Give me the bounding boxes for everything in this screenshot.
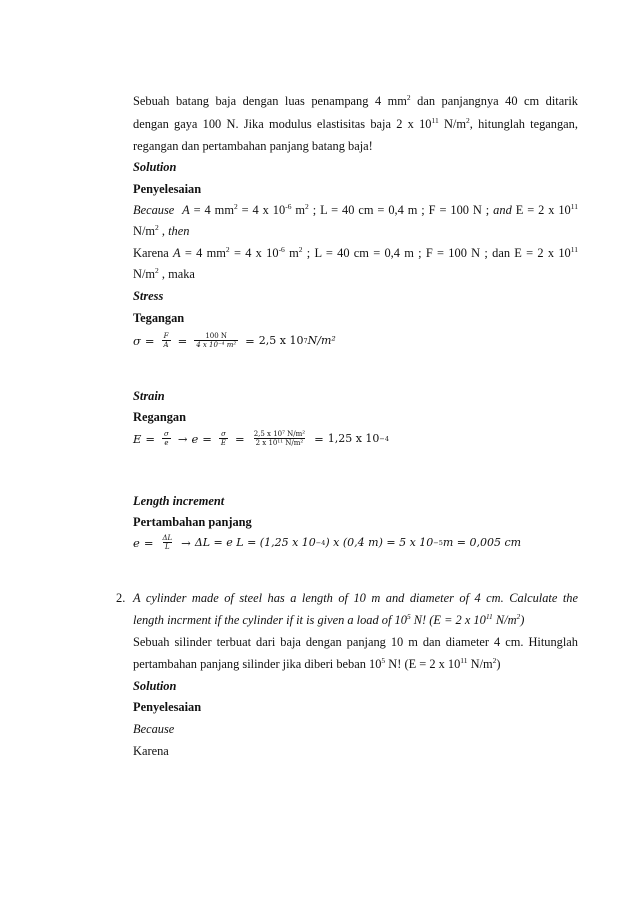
problem-2-karena: Karena <box>133 744 169 758</box>
because-line-1: Because A = 4 $mm^2 = 4$ x $10^{-6}$ $m^2$ ; L = 40 cm = 0,4 m ; F = 100 N ; and E = 2 x $10^{11}$ <box>133 202 578 217</box>
problem-1-line-2: dengan gaya 100 N. Jika modulus elastisitas baja 2 x $10^{11}$ $N/m^2$, hitunglah tegangan, <box>133 116 578 131</box>
penyelesaian-heading: Penyelesaian <box>133 182 202 196</box>
length-increment-heading: Length increment <box>133 494 225 508</box>
problem-2-penyelesaian-heading: Penyelesaian <box>133 700 202 714</box>
problem-1-line-1: Sebuah batang baja dengan luas penampang 4 $mm^2$ dan panjangnya 40 cm ditarik <box>133 93 578 108</box>
tegangan-heading: Tegangan <box>133 311 185 325</box>
problem-2-id-line-2: pertambahan panjang silinder jika diberi beban $10^5$ N! (E = 2 x $10^{11}$ $N/m^2$) <box>133 656 501 671</box>
solution-heading: Solution <box>133 160 177 174</box>
item-number-2: 2. <box>116 591 126 605</box>
problem-2-en-line-2: length incrment if the cylinder if it is given a load of $10^5$ N! (E = 2 x $10^{11}$ $N/m^2$) <box>133 612 525 627</box>
length-equation: e = $\frac{\Delta L}{L}$ → ΔL = e L = (1,25 x 10 −4 ) x (0,4 m) = 5 x 10 −5 m = 0,005 cm <box>133 534 522 551</box>
strain-equation: E = $\frac{\sigma}{e}$ → e = $\frac{\sigma}{E}$ = $\frac{\text{2,5 x 10⁷ N/m²}}{\text{2 x 10¹¹ N/m²}}$ = 1,25 x 10 −4 <box>133 430 390 447</box>
problem-2-id-line-1: Sebuah silinder terbuat dari baja dengan panjang 10 m dan diameter 4 cm. Hitunglah <box>133 635 578 649</box>
stress-heading: Stress <box>133 289 164 303</box>
problem-1-line-3: regangan dan pertambahan panjang batang baja! <box>133 139 373 153</box>
because-line-2: $N/m^2$ , then <box>133 223 190 238</box>
strain-heading: Strain <box>133 389 165 403</box>
pertambahan-panjang-heading: Pertambahan panjang <box>133 515 252 529</box>
problem-2-because: Because <box>133 722 175 736</box>
problem-2-solution-heading: Solution <box>133 679 177 693</box>
regangan-heading: Regangan <box>133 410 187 424</box>
problem-2-en-line-1: A cylinder made of steel has a length of 10 m and diameter of 4 cm. Calculate the <box>133 591 578 605</box>
karena-line-1: Karena A = 4 $mm^2 = 4$ x $10^{-6}$ $m^2$ ; L = 40 cm = 0,4 m ; F = 100 N ; dan E = 2 x $10^{11}$ <box>133 245 578 260</box>
karena-line-2: $N/m^2$ , maka <box>133 266 195 281</box>
stress-equation: σ = $\frac{F}{A}$ = $\frac{100 N}{\text{4 x 10⁻⁴ m²}}$ = 2,5 x 10 7 N/m² <box>133 332 336 349</box>
